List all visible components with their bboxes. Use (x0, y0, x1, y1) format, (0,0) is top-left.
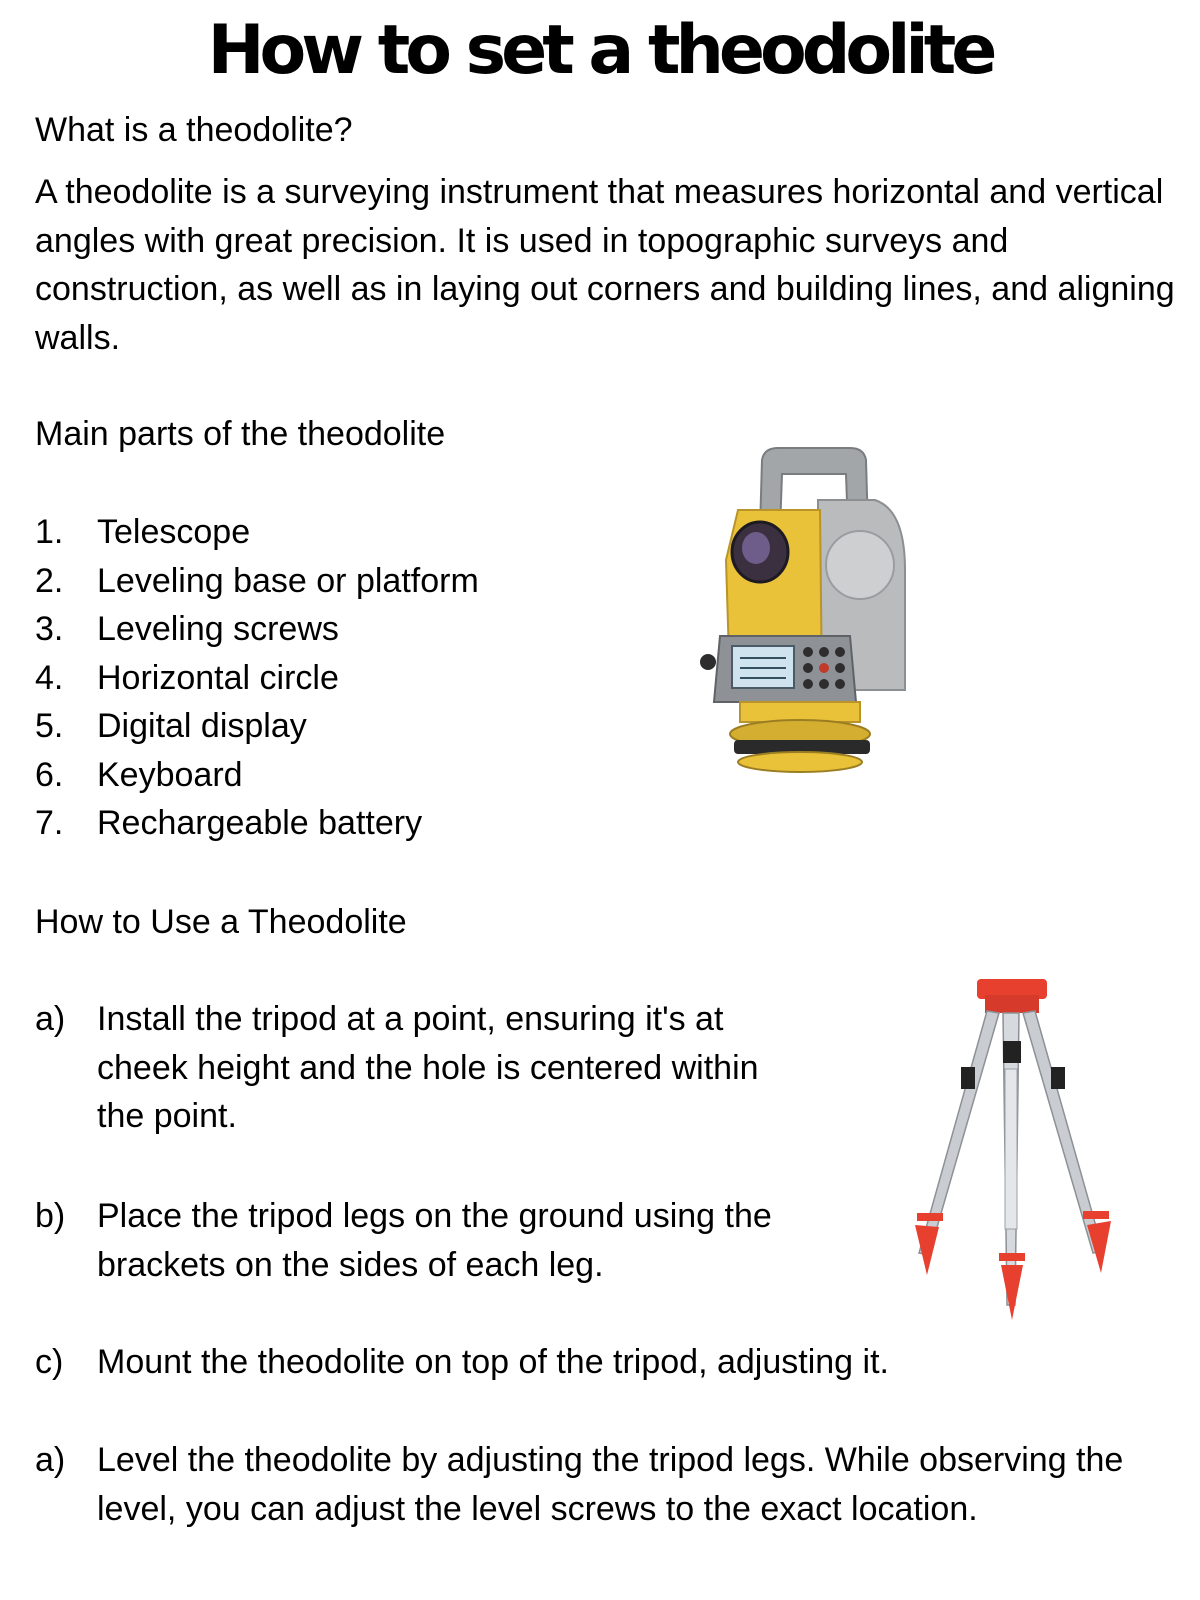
step-marker: a) (35, 1000, 66, 1038)
list-text: Rechargeable battery (97, 804, 423, 842)
step-item (35, 995, 775, 1141)
list-marker: 3. (35, 610, 64, 648)
list-item (35, 799, 479, 848)
step-marker: a) (35, 1441, 66, 1479)
list-text: Keyboard (97, 755, 243, 794)
list-marker: 6. (35, 755, 64, 794)
list-text: Digital display (97, 707, 307, 745)
step-item (35, 1436, 1185, 1533)
parts-list (35, 508, 479, 848)
step-marker: b) (35, 1197, 66, 1235)
list-item (35, 605, 479, 654)
tripod-image (915, 975, 1140, 1350)
list-item (35, 751, 479, 800)
list-item (35, 508, 479, 557)
theodolite-image (700, 440, 970, 780)
usage-heading: How to Use a Theodolite (35, 903, 407, 941)
page-title: How to set a theodolite (207, 11, 993, 90)
parts-heading: Main parts of the theodolite (35, 415, 446, 453)
list-marker: 7. (35, 804, 64, 842)
list-marker: 4. (35, 658, 64, 697)
list-marker: 5. (35, 707, 64, 745)
list-text: Horizontal circle (97, 658, 339, 697)
step-item (35, 1192, 825, 1289)
step-item (35, 1338, 1055, 1387)
list-marker: 1. (35, 513, 64, 551)
list-marker: 2. (35, 561, 64, 600)
list-text: Leveling base or platform (97, 561, 479, 600)
list-item (35, 654, 479, 703)
list-item (35, 702, 479, 751)
list-text: Telescope (97, 513, 251, 551)
list-item (35, 557, 479, 606)
step-marker: c) (35, 1343, 64, 1381)
step-text: Place the tripod legs on the ground using the brackets on the sides of each leg. (97, 1197, 772, 1284)
step-text: Mount the theodolite on top of the tripod, adjusting it. (97, 1343, 889, 1381)
intro-question: What is a theodolite? (35, 111, 353, 149)
list-text: Leveling screws (97, 610, 339, 648)
step-text: Install the tripod at a point, ensuring it's at cheek height and the hole is centered within the point. (97, 1000, 759, 1135)
intro-paragraph: A theodolite is a surveying instrument that measures horizontal and vertical angles with great precision. It is used in topographic surveys and construction, as well as in laying out corners and building lines, and aligning walls. (35, 173, 1175, 357)
step-text: Level the theodolite by adjusting the tripod legs. While observing the level, you can adjust the level screws to the exact location. (97, 1441, 1124, 1528)
